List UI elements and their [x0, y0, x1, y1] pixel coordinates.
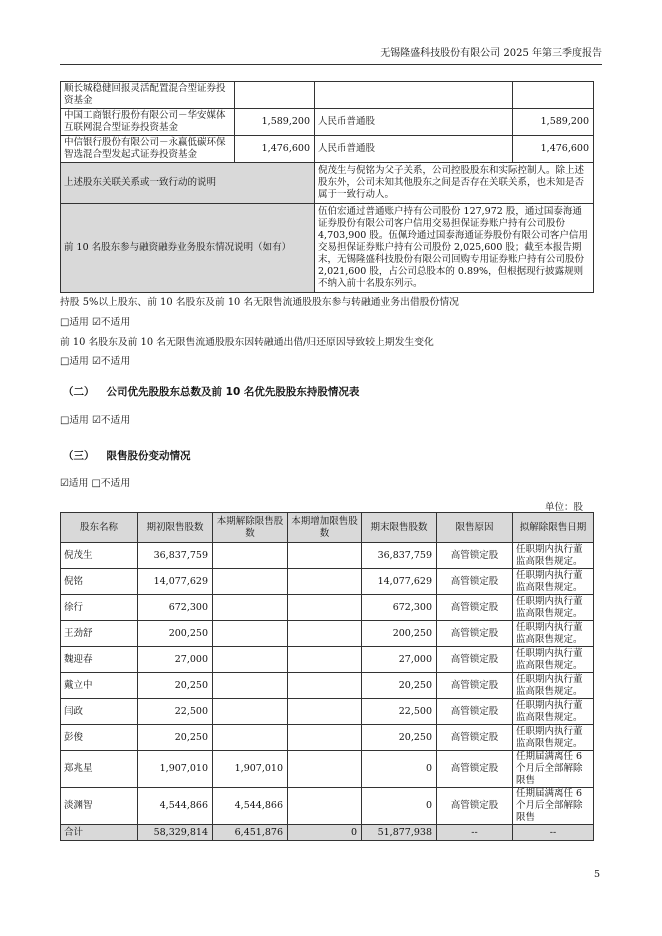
release-date: 任职期内执行董监高限售规定。: [513, 647, 594, 673]
released-restricted: [213, 725, 288, 751]
shareholder-name: 戴立中: [61, 673, 138, 699]
released-restricted: [213, 673, 288, 699]
restricted-shares-table: [60, 512, 594, 841]
added-restricted: [288, 788, 362, 825]
release-date: 任职期内执行董监高限售规定。: [513, 725, 594, 751]
page-number: 5: [594, 869, 601, 880]
release-date: 任职期内执行董监高限售规定。: [513, 569, 594, 595]
holder-shares: [235, 82, 315, 109]
shareholder-name: 徐行: [61, 595, 138, 621]
released-restricted: [213, 647, 288, 673]
release-date: 任职期内执行董监高限售规定。: [513, 595, 594, 621]
opening-restricted: 4,544,866: [138, 788, 213, 825]
column-header: 限售原因: [437, 513, 513, 543]
shareholder-name: 王劲舒: [61, 621, 138, 647]
holder-name: 中信银行股份有限公司－永赢低碳环保智选混合型发起式证券投资基金: [61, 136, 235, 163]
closing-restricted: 20,250: [362, 725, 437, 751]
securities-lending-options: □适用 ☑不适用: [60, 317, 131, 328]
shareholder-name: 淡渊智: [61, 788, 138, 825]
released-restricted: [213, 621, 288, 647]
holder-shares: 1,476,600: [235, 136, 315, 163]
closing-restricted: 672,300: [362, 595, 437, 621]
holder-shares: 1,589,200: [235, 109, 315, 136]
section-2-number: （二）: [63, 386, 95, 398]
restriction-reason: 高管锁定股: [437, 595, 513, 621]
restriction-reason: 高管锁定股: [437, 673, 513, 699]
page-header: 无锡隆盛科技股份有限公司 2025 年第三季度报告: [60, 47, 602, 65]
restriction-reason: 高管锁定股: [437, 543, 513, 569]
restriction-reason: 高管锁定股: [437, 751, 513, 788]
share-type: 人民币普通股: [315, 109, 513, 136]
section-3-number: （三）: [63, 450, 95, 462]
release-date: 任期届满离任 6 个月后全部解除限售: [513, 751, 594, 788]
release-date: 任职期内执行董监高限售规定。: [513, 543, 594, 569]
restriction-reason: 高管锁定股: [437, 647, 513, 673]
table-row: [61, 699, 594, 725]
added-restricted: [288, 751, 362, 788]
closing-restricted: 36,837,759: [362, 543, 437, 569]
opening-restricted: 200,250: [138, 621, 213, 647]
shareholder-name: 魏迎春: [61, 647, 138, 673]
total-shareholder-name: 合计: [61, 825, 138, 841]
share-type: 人民币普通股: [315, 136, 513, 163]
table-row: [61, 751, 594, 788]
restriction-reason: 高管锁定股: [437, 699, 513, 725]
holder-row: [61, 109, 594, 136]
share-count: [513, 82, 594, 109]
share-count: 1,476,600: [513, 136, 594, 163]
table-row: [61, 647, 594, 673]
holder-name: 中国工商银行股份有限公司－华安媒体互联网混合型证券投资基金: [61, 109, 235, 136]
column-header: 股东名称: [61, 513, 138, 543]
opening-restricted: 14,077,629: [138, 569, 213, 595]
added-restricted: [288, 647, 362, 673]
released-restricted: 1,907,010: [213, 751, 288, 788]
shareholder-name: 倪铭: [61, 569, 138, 595]
closing-restricted: 22,500: [362, 699, 437, 725]
top-holders-table: [60, 81, 594, 293]
total-release-date: --: [513, 825, 594, 841]
closing-restricted: 14,077,629: [362, 569, 437, 595]
share-type: [315, 82, 513, 109]
margin-label: 前 10 名股东参与融资融券业务股东情况说明（如有）: [61, 204, 315, 293]
table-row: [61, 673, 594, 699]
share-count: 1,589,200: [513, 109, 594, 136]
total-opening-restricted: 58,329,814: [138, 825, 213, 841]
added-restricted: [288, 569, 362, 595]
holder-name: 顺长城稳健回报灵活配置混合型证券投资基金: [61, 82, 235, 109]
opening-restricted: 20,250: [138, 725, 213, 751]
closing-restricted: 20,250: [362, 673, 437, 699]
relation-text: 倪茂生与倪铭为父子关系，公司控股股东和实际控制人。除上述股东外，公司未知其他股东之间是否存在关联关系，也未知是否属于一致行动人。: [315, 163, 594, 204]
closing-restricted: 27,000: [362, 647, 437, 673]
lending-change-note: 前 10 名股东及前 10 名无限售流通股股东因转融通出借/归还原因导致较上期发生变化: [60, 337, 434, 348]
column-header: 拟解除限售日期: [513, 513, 594, 543]
margin-row: [61, 204, 594, 293]
released-restricted: [213, 595, 288, 621]
closing-restricted: 0: [362, 751, 437, 788]
closing-restricted: 0: [362, 788, 437, 825]
shareholder-name: 倪茂生: [61, 543, 138, 569]
table-row: [61, 788, 594, 825]
added-restricted: [288, 673, 362, 699]
table-row: [61, 621, 594, 647]
unit-label: 单位：股: [545, 502, 584, 513]
column-header: 期末限售股数: [362, 513, 437, 543]
released-restricted: [213, 543, 288, 569]
restriction-reason: 高管锁定股: [437, 725, 513, 751]
opening-restricted: 27,000: [138, 647, 213, 673]
added-restricted: [288, 725, 362, 751]
opening-restricted: 22,500: [138, 699, 213, 725]
total-restriction-reason: --: [437, 825, 513, 841]
opening-restricted: 1,907,010: [138, 751, 213, 788]
shareholder-name: 彭俊: [61, 725, 138, 751]
relation-row: [61, 163, 594, 204]
released-restricted: [213, 699, 288, 725]
column-header: 本期增加限售股数: [288, 513, 362, 543]
section-2-heading: [63, 384, 359, 399]
lending-change-options: □适用 ☑不适用: [60, 356, 131, 367]
released-restricted: 4,544,866: [213, 788, 288, 825]
added-restricted: [288, 595, 362, 621]
section-3-options: ☑适用 □不适用: [60, 478, 131, 489]
table-row: [61, 595, 594, 621]
release-date: 任职期内执行董监高限售规定。: [513, 621, 594, 647]
restriction-reason: 高管锁定股: [437, 621, 513, 647]
section-3-heading: [63, 448, 191, 463]
margin-text: 伍伯宏通过普通账户持有公司股份 127,972 股，通过国泰海通证券股份有限公司客户信用交易担保证券账户持有公司股份 4,703,900 股。伍佩玲通过国泰海通证券股份有限公司客户信用交易担保证券账户持有公司股份 2,025,600 股；截至本报告期末，无锡隆盛科技股份有限公司回购专用证券账户持有公司股份 2,021,600 股，占公司总股本的 0.89%，但根据现行披露规则不纳入前十名股东列示。: [315, 204, 594, 293]
release-date: 任职期内执行董监高限售规定。: [513, 673, 594, 699]
total-closing-restricted: 51,877,938: [362, 825, 437, 841]
section-2-title: 公司优先股股东总数及前 10 名优先股股东持股情况表: [106, 386, 360, 398]
release-date: 任期届满离任 6 个月后全部解除限售: [513, 788, 594, 825]
release-date: 任职期内执行董监高限售规定。: [513, 699, 594, 725]
opening-restricted: 672,300: [138, 595, 213, 621]
column-header: 本期解除限售股数: [213, 513, 288, 543]
shareholder-name: 郑兆星: [61, 751, 138, 788]
table-row: [61, 725, 594, 751]
securities-lending-note: 持股 5%以上股东、前 10 名股东及前 10 名无限售流通股股东参与转融通业务出借股份情况: [60, 297, 459, 308]
column-header: 期初限售股数: [138, 513, 213, 543]
opening-restricted: 36,837,759: [138, 543, 213, 569]
holder-row: [61, 82, 594, 109]
total-added-restricted: 0: [288, 825, 362, 841]
section-2-options: □适用 ☑不适用: [60, 415, 131, 426]
released-restricted: [213, 569, 288, 595]
total-row: [61, 825, 594, 841]
restriction-reason: 高管锁定股: [437, 569, 513, 595]
table-row: [61, 543, 594, 569]
added-restricted: [288, 699, 362, 725]
relation-label: 上述股东关联关系或一致行动的说明: [61, 163, 315, 204]
total-released-restricted: 6,451,876: [213, 825, 288, 841]
restriction-reason: 高管锁定股: [437, 788, 513, 825]
table-row: [61, 569, 594, 595]
holder-row: [61, 136, 594, 163]
shareholder-name: 闫政: [61, 699, 138, 725]
section-3-title: 限售股份变动情况: [106, 450, 191, 462]
added-restricted: [288, 543, 362, 569]
closing-restricted: 200,250: [362, 621, 437, 647]
added-restricted: [288, 621, 362, 647]
opening-restricted: 20,250: [138, 673, 213, 699]
